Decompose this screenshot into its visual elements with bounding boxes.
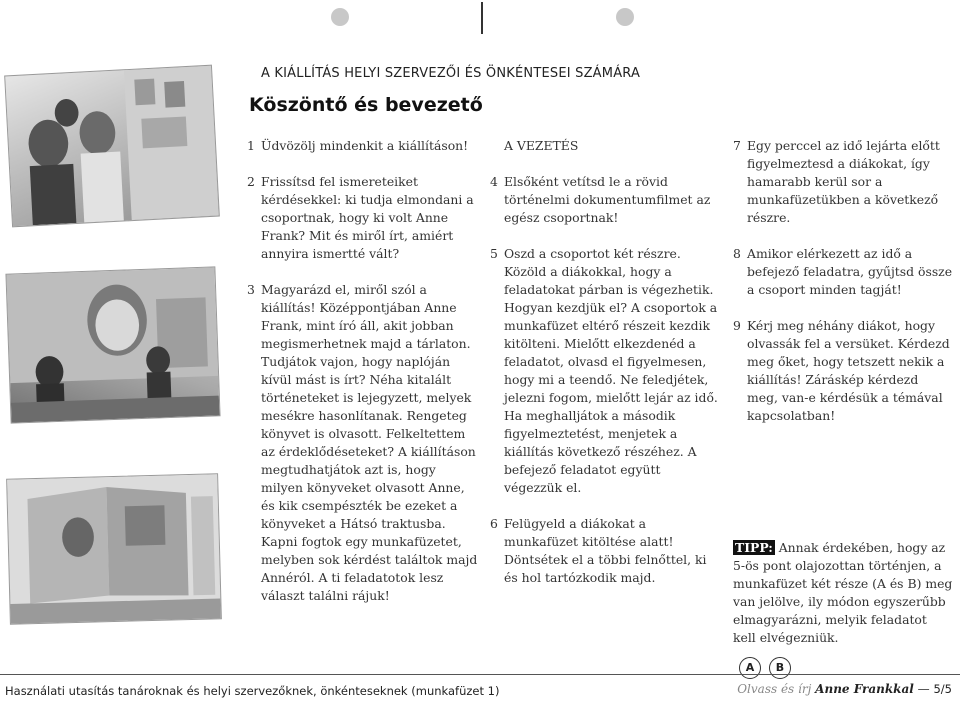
footer-description: Használati utasítás tanároknak és helyi szervezőknek, önkénteseknek (munkafüzet 1) [5, 684, 500, 698]
item-text: Frissítsd fel ismereteiket kérdésekkel: ki tudja elmondani a csoportnak, hogy ki volt Anne Frank? Mit és miről írt, amiért annyira ismertté vált? [261, 174, 474, 261]
footer-separator: — [917, 682, 930, 696]
item-number: 2 [247, 174, 255, 189]
list-item-9 [733, 317, 953, 425]
item-text: Oszd a csoportot két részre. Közöld a diákokkal, hogy a feladatokat párban is végezhetik. Hogyan kezdjük el? A csoportok a munkafüzet eltérő részeit kezdik kitölteni. Mielőtt elkezdenéd a feladatot, olvasd el figyelmesen, hogy mi a teendő. Ne feledjétek, jelezni fogom, mielőtt lejár az idő. Ha meghalljátok a második figyelmeztetést, menjetek a kiállítás következő részéhez. A befejező feladatot együtt végezzük el. [504, 246, 718, 495]
exhibition-photo-children [4, 65, 220, 228]
brand-light: Olvass és írj [737, 682, 812, 696]
tip-box [733, 539, 953, 647]
item-number: 4 [490, 174, 498, 189]
item-text: Egy perccel az idő lejárta előtt figyelmeztesd a diákokat, így hamarabb kerül sor a munkafüzetükben a következő részre. [747, 138, 940, 225]
exhibition-photo-anne-portrait [5, 266, 220, 423]
item-text: Kérj meg néhány diákot, hogy olvassák fel a versüket. Kérdezd meg őket, hogy tetszett nekik a kiállítás! Záráskép kérdezd meg, van-e kérdésük a témával kapcsolatban! [747, 318, 950, 423]
list-item-6 [490, 515, 722, 587]
list-item-7 [733, 137, 953, 227]
item-number: 7 [733, 138, 741, 153]
list-item-1 [247, 137, 479, 155]
photo-portrait-illustration [6, 267, 219, 422]
badge-b-icon: B [769, 657, 791, 679]
item-number: 9 [733, 318, 741, 333]
list-item-2 [247, 173, 479, 263]
page-title: Köszöntő és bevezető [249, 94, 483, 116]
tip-label: TIPP: [735, 540, 773, 555]
item-text: Magyarázd el, miről szól a kiállítás! Középpontjában Anne Frank, mint író áll, akit jobban megismerhetnek majd a tárlaton. Tudjátok vajon, hogy naplóján kívül mást is írt? Néha kitalált történeteket is lejegyzett, melyek mesékre hasonlítanak. Rengeteg könyvet is olvasott. Felkeltettem az érdeklődéseteket? A kiállításon megtudhatjátok azt is, hogy milyen könyveket olvasott Anne, és kik csempészték be ezeket a könyveket a Hátsó traktusba. Kapni fogtok egy munkafüzetet, melyben sok kérdést találtok majd Annéról. A ti feladatotok lesz választ találni rájuk! [261, 282, 478, 603]
exhibition-photo-panels [6, 473, 222, 624]
item-number: 3 [247, 282, 255, 297]
photo-children-illustration [5, 66, 219, 227]
list-item-4 [490, 173, 722, 227]
item-number: 6 [490, 516, 498, 531]
column-2 [490, 137, 722, 605]
item-text: Amikor elérkezett az idő a befejező feladatra, gyűjtsd össze a csoport minden tagját! [747, 246, 953, 297]
list-item-3 [247, 281, 479, 605]
column-3 [733, 137, 953, 679]
item-number: 8 [733, 246, 741, 261]
page-number: 5/5 [933, 682, 952, 696]
brand-bold: Anne Frankkal [815, 682, 914, 696]
badge-a-icon: A [739, 657, 761, 679]
footer-brand [737, 682, 952, 696]
item-number: 5 [490, 246, 498, 261]
list-item-5 [490, 245, 722, 497]
item-number: 1 [247, 138, 255, 153]
column-1 [247, 137, 479, 623]
footer-rule [0, 674, 960, 675]
item-text: Üdvözölj mindenkit a kiállításon! [261, 138, 469, 153]
tip-text: Annak érdekében, hogy az 5-ös pont olajozottan történjen, a munkafüzet két része (A és B) meg van jelölve, ily módon egyszerűbb elmagyarázni, melyik feladatot kell elvégezniük. [733, 540, 953, 645]
part-badges [733, 657, 953, 679]
item-text: Felügyeld a diákokat a munkafüzet kitöltése alatt! Döntsétek el a többi felnőttel, ki és hol tartózkodik majd. [504, 516, 707, 585]
section-heading-guide: A VEZETÉS [504, 138, 579, 153]
registration-mark-right [616, 8, 634, 26]
item-text: Elsőként vetítsd le a rövid történelmi dokumentumfilmet az egész csoportnak! [504, 174, 711, 225]
registration-mark-left [331, 8, 349, 26]
photo-panels-illustration [7, 474, 221, 623]
list-item-8 [733, 245, 953, 299]
audience-line: A KIÁLLÍTÁS HELYI SZERVEZŐI ÉS ÖNKÉNTESEI SZÁMÁRA [261, 66, 641, 81]
registration-line [481, 2, 483, 34]
